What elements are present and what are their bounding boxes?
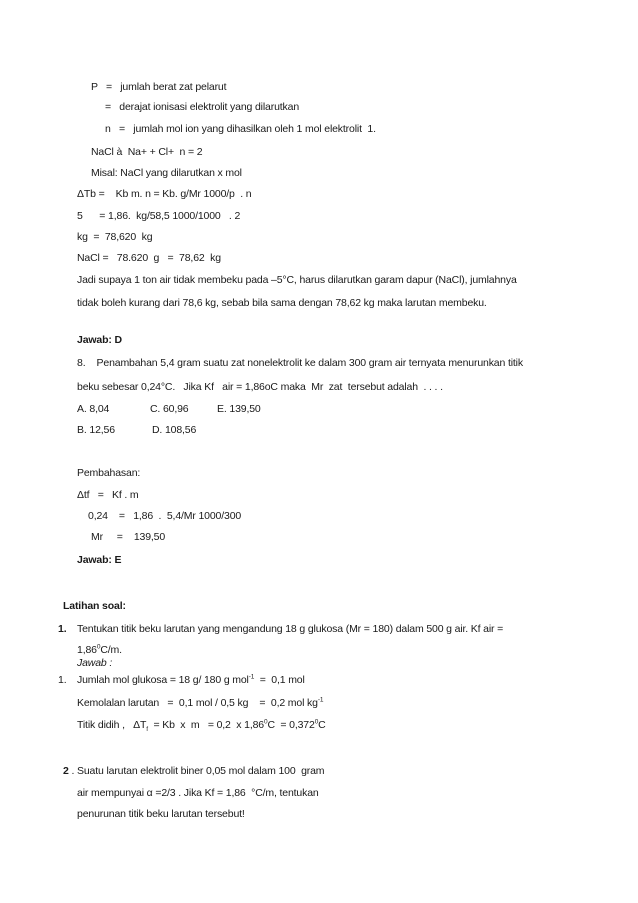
text-line: tidak boleh kurang dari 78,6 kg, sebab bila sama dengan 78,62 kg maka larutan membeku.	[77, 297, 487, 309]
text-line: kg = 78,620 kg	[77, 231, 153, 243]
text-line: = derajat ionisasi elektrolit yang dilarutkan	[105, 101, 300, 113]
text-line: 5 = 1,86. kg/58,5 1000/1000 . 2	[77, 210, 241, 222]
text-line: P = jumlah berat zat pelarut	[91, 81, 227, 93]
list-number: 2	[63, 765, 69, 777]
text-line: Jumlah mol glukosa = 18 g/ 180 g mol$^{-1}$ = 0,1 mol	[77, 673, 305, 686]
option-c: C. 60,96	[150, 403, 189, 415]
answer-label: Jawab: E	[77, 554, 122, 566]
answer-label: Jawab: D	[77, 334, 122, 346]
option-e: E. 139,50	[217, 403, 261, 415]
text-line: 0,24 = 1,86 . 5,4/Mr 1000/300	[88, 510, 242, 522]
text-line: beku sebesar 0,24°C. Jika Kf air = 1,86oC maka Mr zat tersebut adalah . . . .	[77, 381, 443, 393]
answer-label: Jawab :	[77, 657, 113, 669]
option-a: A. 8,04	[77, 403, 110, 415]
question-8: 8. Penambahan 5,4 gram suatu zat nonelektrolit ke dalam 300 gram air ternyata menurunkan titik	[77, 357, 523, 369]
option-d: D. 108,56	[152, 424, 197, 436]
text-line: NaCl à Na+ + Cl+ n = 2	[91, 146, 203, 158]
text-line: Kemolalan larutan = 0,1 mol / 0,5 kg = 0,2 mol $kg^{-1}$	[77, 696, 324, 709]
list-number: 1.	[58, 674, 67, 686]
text-line: Titik didih , $\Delta T_f = Kb$ x m = 0,2 x $1,86^0C = 0,372^0C$	[77, 718, 326, 734]
text-line: air mempunyai α =2/3 . Jika Kf = 1,86 °C/m, tentukan	[77, 787, 319, 799]
text-line: ΔTb = Kb m. n = Kb. g/Mr 1000/p . n	[77, 188, 252, 200]
section-label: Pembahasan:	[77, 467, 141, 479]
section-heading: Latihan soal:	[63, 600, 126, 612]
list-number: 1.	[58, 623, 67, 635]
text-line: penurunan titik beku larutan tersebut!	[77, 808, 245, 820]
text-line: NaCl = 78.620 g = 78,62 kg	[77, 252, 221, 264]
exercise-1: Tentukan titik beku larutan yang mengandung 18 g glukosa (Mr = 180) dalam 500 g air. Kf air =	[77, 623, 504, 635]
text-line: Jadi supaya 1 ton air tidak membeku pada –5°C, harus dilarutkan garam dapur (NaCl), jumlahnya	[77, 274, 517, 286]
text-line: 1,86$^0$C/m.	[77, 643, 122, 656]
text-line: Misal: NaCl yang dilarutkan x mol	[91, 167, 242, 179]
text-line: Mr = 139,50	[91, 531, 166, 543]
text-line: n = jumlah mol ion yang dihasilkan oleh 1 mol elektrolit 1.	[105, 123, 376, 135]
exercise-2: 2 . Suatu larutan elektrolit biner 0,05 mol dalam 100 gram	[63, 765, 325, 777]
text-line: Δtf = Kf . m	[77, 489, 139, 501]
option-b: B. 12,56	[77, 424, 115, 436]
